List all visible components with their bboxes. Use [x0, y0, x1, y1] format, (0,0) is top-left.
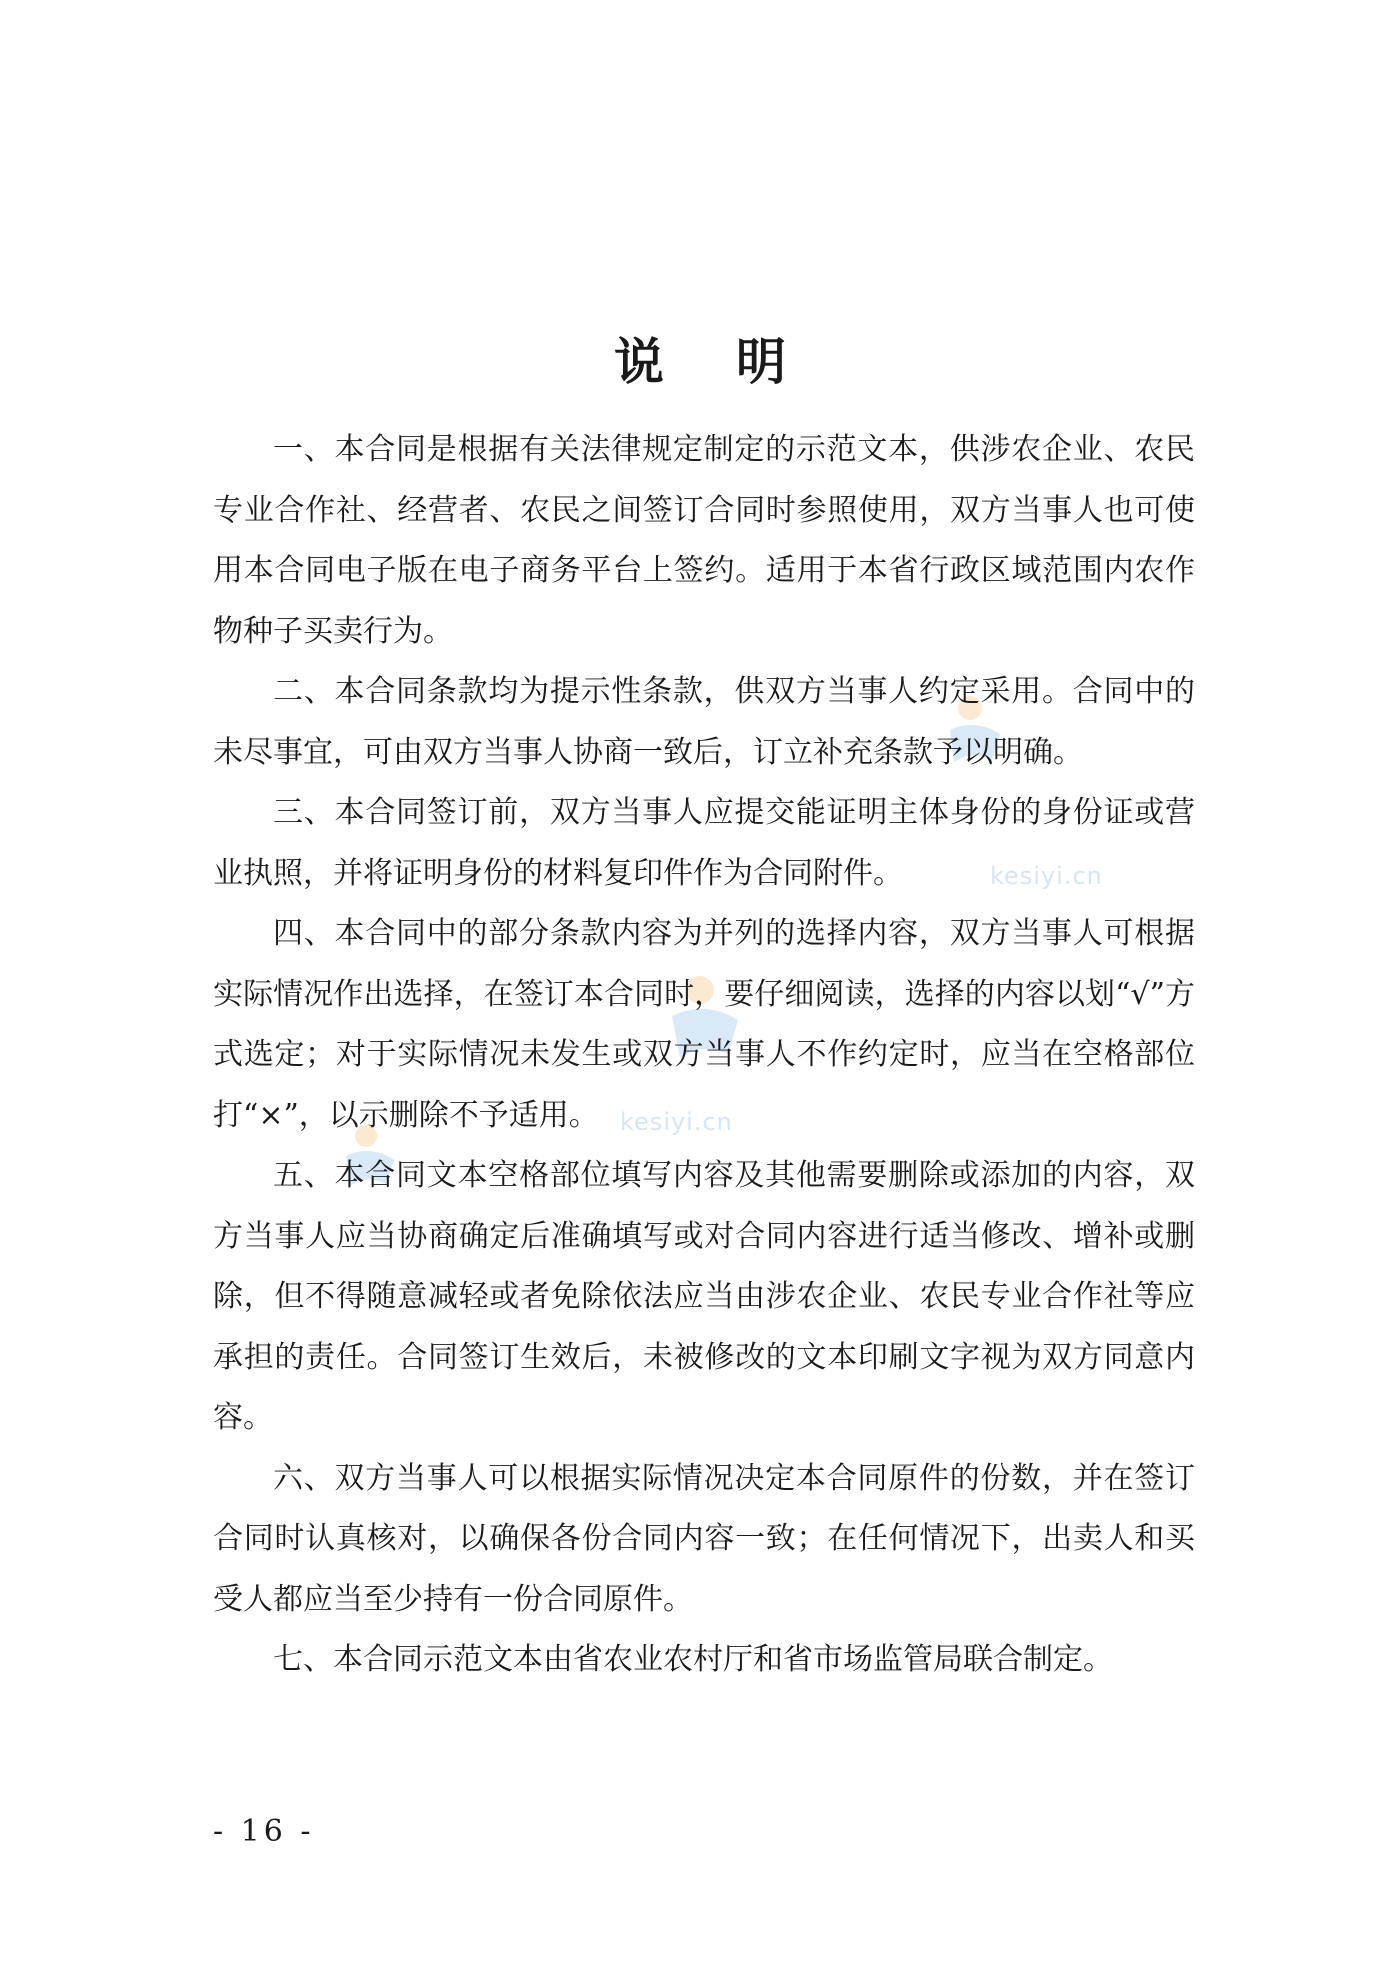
paragraph-7: 七、本合同示范文本由省农业农村厅和省市场监管局联合制定。: [273, 1642, 1113, 1677]
paragraph-4: 四、本合同中的部分条款内容为并列的选择内容，双方当事人可根据实际情况作出选择，在签订本合同时，要仔细阅读，选择的内容以划“√”方式选定；对于实际情况未发生或双方当事人不作约定时，应当在空格部位打“×”，以示删除不予适用。: [213, 916, 1195, 1133]
paragraph-5: 五、本合同文本空格部位填写内容及其他需要删除或添加的内容，双方当事人应当协商确定后准确填写或对合同内容进行适当修改、增补或删除，但不得随意减轻或者免除依法应当由涉农企业、农民专业合作社等应承担的责任。合同签订生效后，未被修改的文本印刷文字视为双方同意内容。: [213, 1158, 1195, 1435]
paragraph-3: 三、本合同签订前，双方当事人应提交能证明主体身份的身份证或营业执照，并将证明身份的材料复印件作为合同附件。: [213, 795, 1195, 891]
document-body: [213, 420, 1195, 1691]
paragraph-2: 二、本合同条款均为提示性条款，供双方当事人约定采用。合同中的未尽事宜，可由双方当事人协商一致后，订立补充条款予以明确。: [213, 674, 1195, 770]
paragraph-6: 六、双方当事人可以根据实际情况决定本合同原件的份数，并在签订合同时认真核对，以确保各份合同内容一致；在任何情况下，出卖人和买受人都应当至少持有一份合同原件。: [213, 1460, 1195, 1617]
page-number: - 16 -: [213, 1814, 315, 1849]
page-title: 说明: [614, 332, 858, 391]
paragraph-1: 一、本合同是根据有关法律规定制定的示范文本，供涉农企业、农民专业合作社、经营者、农民之间签订合同时参照使用，双方当事人也可使用本合同电子版在电子商务平台上签约。适用于本省行政区域范围内农作物种子买卖行为。: [213, 432, 1195, 649]
watermark-text: kesiyi.cn: [620, 1108, 733, 1136]
watermark-text: kesiyi.cn: [990, 862, 1103, 890]
